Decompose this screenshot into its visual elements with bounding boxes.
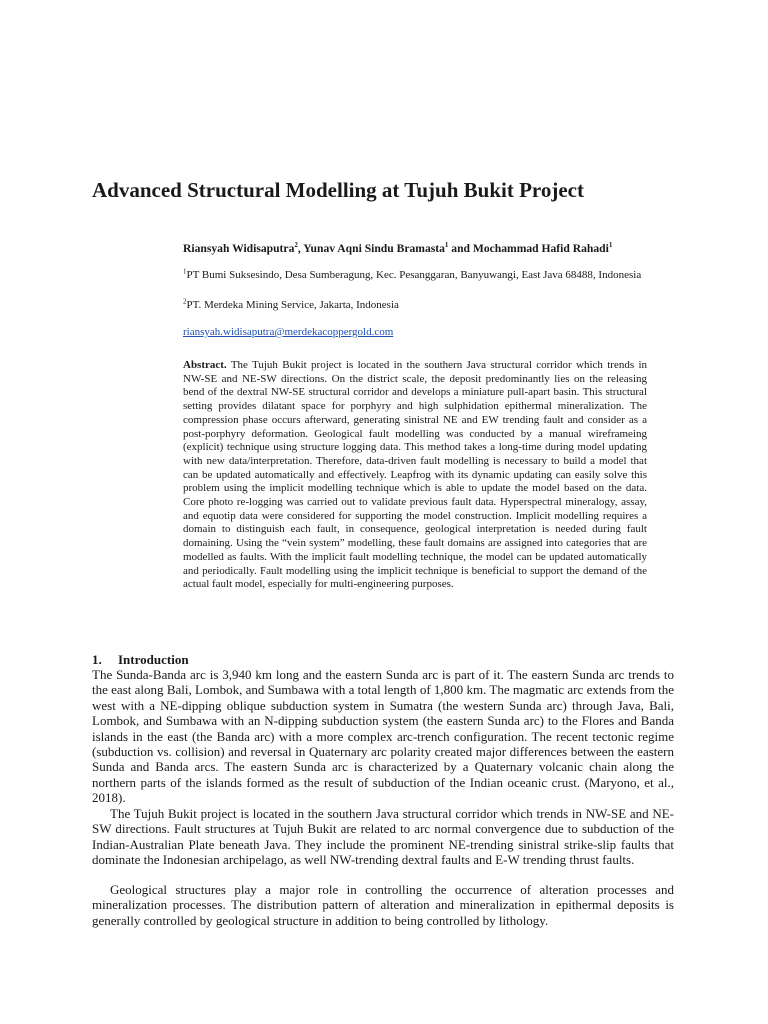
intro-paragraph-1: The Sunda-Banda arc is 3,940 km long and the eastern Sunda arc is part of it. The eastern Sunda arc trends to the east along Bali, Lombok, and Sumbawa with a total length of 1,800 km. The magmatic arc extends from the west with a NE-dipping oblique subduction system in Sumatra (the western Sunda arc) through Java, Bali, Lombok, and Sumbawa with an N-dipping subduction system (the eastern Sunda arc) to the Flores and Banda islands in the east (the Banda arc) with a more complex arc-trench configuration. The recent tectonic regime (subduction vs. collision) and reversal in Quaternary arc polarity created major differences between the eastern Sunda and Banda arcs. The eastern Sunda arc is characterized by a Quaternary volcanic chain along the northern parts of the islands formed as the result of subduction of the Indian oceanic crust. (Maryono, et al., 2018).	[92, 667, 674, 806]
affiliation-marker: 2	[183, 297, 187, 306]
affiliation-2	[183, 298, 683, 313]
affiliation-text: PT. Merdeka Mining Service, Jakarta, Indonesia	[186, 299, 399, 311]
author-email-link[interactable]: riansyah.widisaputra@merdekacoppergold.com	[183, 326, 394, 338]
affiliation-text: PT Bumi Suksesindo, Desa Sumberagung, Kec. Pesanggaran, Banyuwangi, East Java 68488, Indonesia	[186, 269, 642, 281]
author-name: Yunav Aqni Sindu Bramasta	[303, 242, 445, 255]
author-name: Riansyah Widisaputra	[183, 242, 295, 255]
affiliation-marker: 1	[608, 241, 613, 250]
author-name: Mochammad Hafid Rahadi	[472, 242, 609, 255]
abstract-label: Abstract.	[183, 359, 227, 371]
affiliation-marker: 2	[294, 241, 298, 250]
intro-paragraph-3: Geological structures play a major role in controlling the occurrence of alteration processes and mineralization processes. The distribution pattern of alteration and mineralization in epithermal deposits is generally controlled by geological structure in addition to being controlled by lithology.	[92, 882, 674, 928]
author-separator: ,	[297, 242, 304, 255]
affiliation-1	[183, 268, 683, 283]
affiliation-marker: 1	[444, 241, 449, 250]
section-number: 1.	[92, 652, 102, 667]
paper-title: Advanced Structural Modelling at Tujuh Bukit Project	[92, 178, 584, 202]
section-heading-introduction	[92, 652, 189, 668]
author-separator: and	[448, 242, 473, 255]
affiliation-marker: 1	[183, 267, 187, 276]
intro-paragraph-2: The Tujuh Bukit project is located in the southern Java structural corridor which trends in NW-SE and NE-SW directions. Fault structures at Tujuh Bukit are related to arc normal convergence due to subduction of the Indian-Australian Plate beneath Java. They include the prominent NE-trending sinistral strike-slip faults that dominate the Indonesian archipelago, as well NW-trending dextral faults and E-W trending thrust faults.	[92, 806, 674, 868]
author-list	[183, 242, 703, 255]
section-title: Introduction	[118, 652, 189, 667]
abstract	[183, 359, 647, 592]
abstract-text: The Tujuh Bukit project is located in the southern Java structural corridor which trends in NW-SE and NE-SW directions. On the district scale, the deposit predominantly lies on the releasing bend of the dextral NW-SE structural corridor and develops a miniature pull-apart basin. This structural setting provides dilatant space for porphyry and high sulphidation epithermal mineralization. The compression phase occurs afterward, generating sinistral NE and EW trending fault and consider as a post-porphyry deformation. Geological fault modelling was conducted by a manual wireframeing (explicit) technique using structure logging data. This method takes a long-time during model updating with new data/interpretation. Therefore, data-driven fault modelling is necessary to build a model that can be updated automatically and effectively. Leapfrog with its dynamic updating can easily solve this problem using the implicit modelling technique which is able to update the model based on the data. Core photo re-logging was carried out to validate previous fault data. Hyperspectral mineralogy, assay, and equotip data were considered for supporting the model construction. Implicit modelling requires a domain to distinguish each fault, in consequence, geological interpretation is needed during fault domaining. Using the “vein system” modelling, these fault domains are assigned into categories that are modelled as faults. With the implicit fault modelling technique, the model can be updated automatically and periodically. Fault modelling using the implicit technique is beneficial to support the demand of the actual fault model, especially for multi-engineering purposes.	[183, 359, 647, 591]
